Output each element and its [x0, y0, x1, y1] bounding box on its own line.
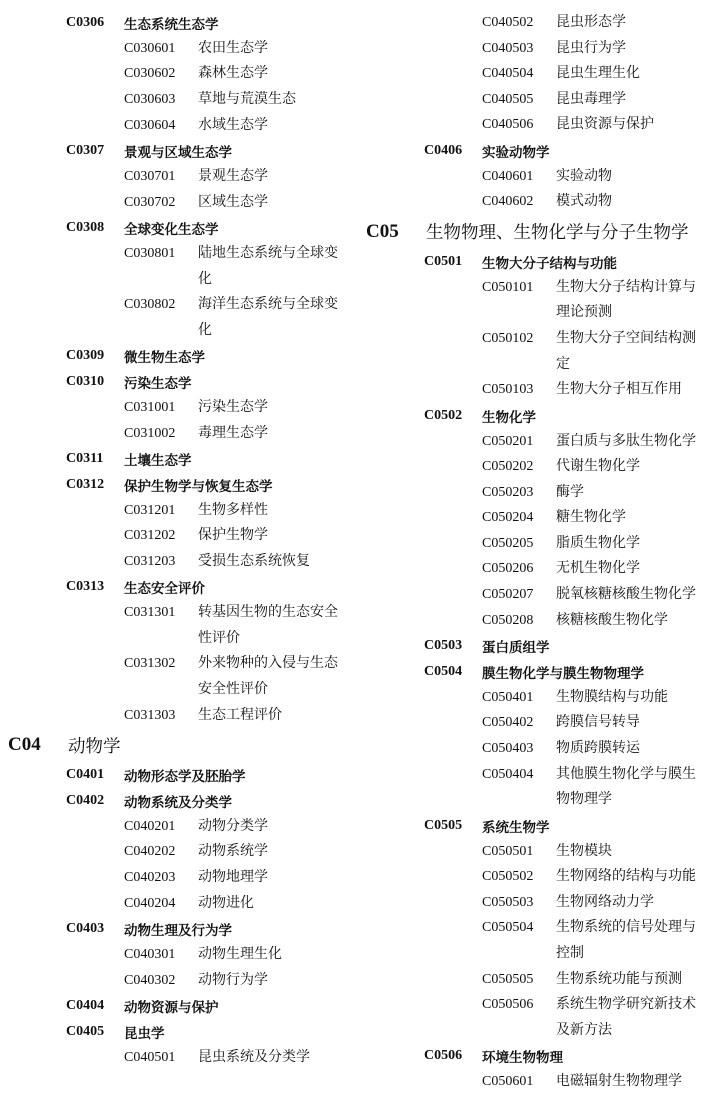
- entry-title: 景观生态学: [198, 167, 268, 184]
- entry-title: 昆虫形态学: [556, 14, 626, 30]
- entry-title: 生物大分子相互作用: [556, 381, 682, 398]
- item-row: [124, 36, 360, 62]
- subcategory-row: [424, 633, 716, 659]
- item-row: [124, 164, 360, 190]
- entry-title: 脂质生物化学: [556, 534, 640, 551]
- item-row: [124, 1045, 360, 1071]
- item-row: [482, 189, 716, 215]
- entry-code: C050401: [482, 689, 534, 705]
- left-column: [8, 10, 360, 1070]
- item-row: [482, 164, 716, 190]
- item-row: [482, 429, 716, 455]
- entry-title: 昆虫资源与保护: [556, 116, 654, 133]
- entry-code: C050206: [482, 561, 534, 577]
- entry-title: 昆虫生理生化: [556, 65, 640, 82]
- entry-code: C050203: [482, 484, 534, 500]
- entry-title: 无机生物化学: [556, 560, 640, 577]
- entry-code: C031301: [124, 605, 176, 621]
- item-row: [124, 61, 360, 87]
- subcategory-row: [66, 762, 360, 788]
- entry-code: C031203: [124, 553, 176, 569]
- entry-title: 生物膜结构与功能: [556, 688, 668, 705]
- entry-code: C0313: [66, 579, 105, 595]
- entry-title: 污染生态学: [124, 376, 192, 393]
- entry-title: 生物大分子空间结构测定: [556, 329, 696, 372]
- category-heading: [8, 728, 360, 762]
- entry-title: 系统生物学: [482, 819, 550, 836]
- entry-code: C040602: [482, 194, 534, 210]
- entry-title: 动物分类学: [198, 817, 268, 834]
- subcategory-row: [424, 659, 716, 685]
- subcategory-row: [66, 916, 360, 942]
- entry-code: C050207: [482, 587, 534, 603]
- entry-title: 糖生物化学: [556, 509, 626, 526]
- entry-code: C0505: [424, 817, 463, 833]
- entry-title: 毒理生态学: [198, 424, 268, 441]
- entry-code: C0503: [424, 638, 463, 654]
- entry-code: C030604: [124, 117, 176, 133]
- entry-code: C030802: [124, 297, 176, 313]
- entry-code: C0506: [424, 1048, 463, 1064]
- entry-code: C030603: [124, 91, 176, 107]
- item-row: [482, 582, 716, 608]
- subcategory-row: [66, 343, 360, 369]
- item-row: [124, 549, 360, 575]
- item-row: [482, 839, 716, 865]
- item-row: [482, 87, 716, 113]
- item-row: [482, 61, 716, 87]
- entry-code: C050201: [482, 433, 534, 449]
- entry-title: 生物多样性: [198, 501, 268, 518]
- entry-code: C030701: [124, 168, 176, 184]
- entry-code: C0307: [66, 143, 105, 159]
- item-row: [482, 762, 716, 813]
- item-row: [482, 710, 716, 736]
- item-row: [124, 421, 360, 447]
- item-row: [482, 275, 716, 326]
- entry-code: C031201: [124, 502, 176, 518]
- entry-title: 物质跨膜转运: [556, 740, 640, 757]
- entry-code: C050204: [482, 510, 534, 526]
- item-row: [482, 10, 716, 36]
- entry-code: C031303: [124, 707, 176, 723]
- entry-title: 动物系统及分类学: [124, 794, 232, 811]
- entry-title: 生物大分子结构与功能: [482, 255, 617, 272]
- entry-code: C050506: [482, 997, 534, 1013]
- entry-title: 动物学: [68, 736, 121, 757]
- item-row: [482, 36, 716, 62]
- entry-code: C050403: [482, 741, 534, 757]
- entry-title: 景观与区域生态学: [124, 145, 232, 162]
- item-row: [124, 651, 360, 702]
- entry-title: 生态工程评价: [198, 706, 282, 723]
- entry-title: 水域生态学: [198, 116, 268, 133]
- entry-title: 动物系统学: [198, 843, 268, 860]
- entry-title: 海洋生态系统与全球变化: [198, 296, 338, 338]
- entry-title: 昆虫学: [124, 1025, 165, 1042]
- entry-title: 全球变化生态学: [124, 222, 219, 239]
- item-row: [482, 531, 716, 557]
- item-row: [124, 190, 360, 216]
- entry-title: 昆虫系统及分类学: [198, 1048, 310, 1065]
- entry-title: 昆虫行为学: [556, 39, 626, 56]
- entry-code: C040502: [482, 15, 534, 30]
- entry-code: C050504: [482, 920, 534, 936]
- entry-title: 保护生物学与恢复生态学: [124, 478, 273, 495]
- entry-title: 动物行为学: [198, 971, 268, 988]
- entry-code: C0310: [66, 374, 105, 390]
- item-row: [482, 1069, 716, 1095]
- subcategory-row: [66, 574, 360, 600]
- entry-title: 蛋白质组学: [482, 640, 550, 657]
- item-row: [482, 992, 716, 1043]
- entry-title: 生物网络的结构与功能: [556, 868, 696, 885]
- entry-code: C040302: [124, 972, 176, 988]
- entry-title: 外来物种的入侵与生态安全性评价: [198, 655, 338, 698]
- entry-code: C040202: [124, 844, 176, 860]
- entry-title: 其他膜生物化学与膜生物物理学: [556, 765, 696, 808]
- entry-title: 动物生理及行为学: [124, 923, 232, 940]
- item-row: [124, 113, 360, 139]
- item-row: [124, 241, 360, 292]
- subcategory-row: [66, 138, 360, 164]
- entry-title: 动物进化: [198, 894, 254, 911]
- entry-code: C0309: [66, 348, 105, 364]
- entry-code: C0404: [66, 998, 105, 1014]
- entry-title: 生物系统的信号处理与控制: [556, 919, 696, 961]
- entry-code: C040601: [482, 168, 534, 184]
- entry-code: C050402: [482, 715, 534, 731]
- entry-code: C031002: [124, 425, 176, 441]
- item-row: [482, 326, 716, 377]
- entry-code: C050505: [482, 971, 534, 987]
- item-row: [482, 454, 716, 480]
- item-row: [124, 292, 360, 343]
- entry-code: C040501: [124, 1049, 176, 1065]
- subcategory-row: [66, 472, 360, 498]
- entry-code: C040201: [124, 818, 176, 834]
- entry-code: C0401: [66, 767, 105, 783]
- item-row: [124, 703, 360, 729]
- entry-code: C0312: [66, 476, 105, 492]
- entry-code: C031302: [124, 656, 176, 672]
- entry-title: 实验动物: [556, 167, 612, 184]
- entry-code: C030601: [124, 40, 176, 56]
- entry-title: 模式动物: [556, 193, 612, 210]
- entry-title: 污染生态学: [198, 398, 268, 415]
- item-row: [124, 968, 360, 994]
- entry-code: C0403: [66, 921, 105, 937]
- entry-code: C050101: [482, 279, 534, 295]
- entry-title: 昆虫毒理学: [556, 90, 626, 107]
- entry-code: C040203: [124, 870, 176, 886]
- item-row: [124, 942, 360, 968]
- item-row: [482, 556, 716, 582]
- entry-code: C0406: [424, 142, 463, 158]
- item-row: [482, 736, 716, 762]
- entry-title: 草地与荒漠生态: [198, 90, 296, 107]
- entry-title: 动物形态学及胚胎学: [124, 769, 246, 786]
- entry-title: 区域生态学: [198, 193, 268, 210]
- entry-code: C050404: [482, 766, 534, 782]
- entry-code: C0501: [424, 253, 463, 269]
- subcategory-row: [66, 10, 360, 36]
- item-row: [124, 600, 360, 651]
- item-row: [482, 112, 716, 138]
- entry-title: 电磁辐射生物物理学: [556, 1073, 682, 1090]
- subcategory-row: [424, 249, 716, 275]
- subcategory-row: [66, 788, 360, 814]
- item-row: [124, 523, 360, 549]
- entry-code: C050501: [482, 843, 534, 859]
- item-row: [482, 864, 716, 890]
- item-row: [482, 480, 716, 506]
- item-row: [482, 685, 716, 711]
- entry-title: 生物网络动力学: [556, 893, 654, 910]
- entry-title: 土壤生态学: [124, 453, 192, 469]
- entry-code: C040503: [482, 40, 534, 56]
- entry-code: C030801: [124, 245, 176, 261]
- subcategory-row: [424, 1043, 716, 1069]
- subcategory-row: [424, 403, 716, 429]
- entry-code: C031001: [124, 399, 176, 415]
- entry-code: C031202: [124, 528, 176, 544]
- subcategory-row: [66, 446, 360, 472]
- entry-code: C030702: [124, 194, 176, 210]
- item-row: [482, 967, 716, 993]
- entry-code: C050503: [482, 894, 534, 910]
- entry-title: 动物地理学: [198, 869, 268, 886]
- subcategory-row: [66, 369, 360, 395]
- entry-code: C030602: [124, 66, 176, 82]
- entry-code: C0306: [66, 14, 105, 30]
- entry-title: 生物模块: [556, 842, 612, 859]
- entry-title: 生物大分子结构计算与理论预测: [556, 278, 696, 321]
- entry-code: C050102: [482, 330, 534, 346]
- category-heading: [366, 215, 716, 249]
- entry-code: C04: [8, 734, 41, 756]
- entry-title: 环境生物物理: [482, 1050, 563, 1067]
- entry-title: 生物化学: [482, 409, 536, 426]
- subcategory-row: [424, 138, 716, 164]
- item-row: [482, 505, 716, 531]
- entry-code: C050601: [482, 1074, 534, 1090]
- entry-code: C050202: [482, 459, 534, 475]
- item-row: [482, 608, 716, 634]
- entry-code: C0504: [424, 663, 463, 679]
- entry-code: C0502: [424, 407, 463, 423]
- entry-title: 生物系统功能与预测: [556, 970, 682, 987]
- entry-title: 跨膜信号转导: [556, 714, 640, 731]
- entry-title: 生态系统生态学: [124, 16, 219, 33]
- entry-code: C050208: [482, 612, 534, 628]
- subcategory-row: [66, 1019, 360, 1045]
- entry-code: C050103: [482, 382, 534, 398]
- item-row: [124, 839, 360, 865]
- entry-code: C0405: [66, 1023, 105, 1039]
- item-row: [124, 814, 360, 840]
- entry-title: 农田生态学: [198, 39, 268, 56]
- entry-title: 微生物生态学: [124, 350, 205, 367]
- item-row: [124, 87, 360, 113]
- subcategory-row: [66, 993, 360, 1019]
- entry-title: 动物资源与保护: [124, 1000, 219, 1017]
- subcategory-row: [424, 813, 716, 839]
- entry-code: C050502: [482, 869, 534, 885]
- entry-code: C0308: [66, 220, 105, 236]
- item-row: [124, 891, 360, 917]
- item-row: [124, 865, 360, 891]
- entry-title: 实验动物学: [482, 144, 550, 161]
- entry-title: 生态安全评价: [124, 581, 205, 598]
- entry-title: 森林生态学: [198, 65, 268, 82]
- entry-code: C040204: [124, 895, 176, 911]
- entry-code: C040301: [124, 947, 176, 963]
- entry-title: 酶学: [556, 483, 584, 500]
- entry-title: 膜生物化学与膜生物物理学: [482, 665, 644, 682]
- item-row: [482, 890, 716, 916]
- entry-code: C040504: [482, 66, 534, 82]
- item-row: [482, 377, 716, 403]
- entry-title: 陆地生态系统与全球变化: [198, 244, 338, 287]
- entry-title: 保护生物学: [198, 527, 268, 544]
- entry-title: 核糖核酸生物化学: [556, 611, 668, 628]
- right-column: [366, 10, 716, 1095]
- subcategory-row: [66, 215, 360, 241]
- entry-code: C040505: [482, 91, 534, 107]
- entry-title: 脱氧核糖核酸生物化学: [556, 586, 696, 603]
- entry-title: 蛋白质与多肽生物化学: [556, 432, 696, 449]
- item-row: [124, 395, 360, 421]
- entry-code: C05: [366, 220, 399, 242]
- entry-title: 转基因生物的生态安全性评价: [198, 604, 338, 646]
- entry-title: 系统生物学研究新技术及新方法: [556, 996, 696, 1038]
- entry-title: 生物物理、生物化学与分子生物学: [426, 223, 689, 244]
- entry-code: C050205: [482, 535, 534, 551]
- entry-code: C0402: [66, 792, 105, 808]
- entry-title: 动物生理生化: [198, 946, 282, 963]
- entry-code: C040506: [482, 117, 534, 133]
- entry-title: 代谢生物化学: [556, 458, 640, 475]
- item-row: [124, 498, 360, 524]
- entry-code: C0311: [66, 451, 104, 466]
- entry-title: 受损生态系统恢复: [198, 552, 310, 569]
- item-row: [482, 915, 716, 966]
